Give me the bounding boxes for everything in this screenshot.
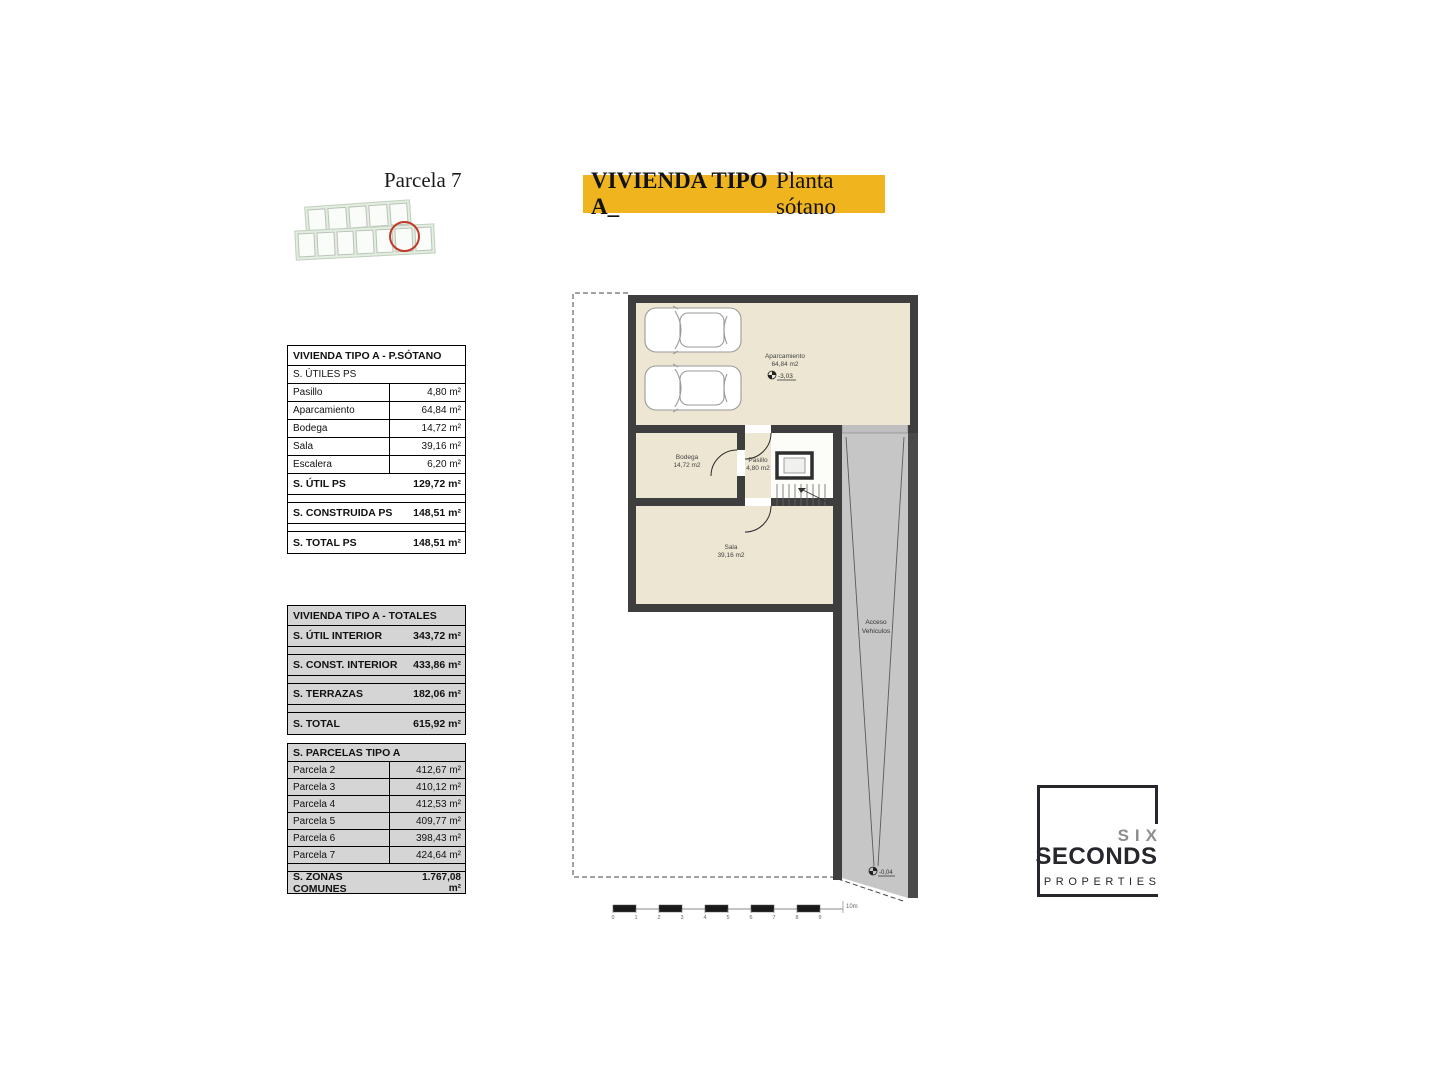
- elevator-cab: [784, 458, 805, 473]
- wall-bodega-a: [737, 433, 745, 450]
- table-row: [288, 456, 465, 474]
- row-label: Parcela 7: [288, 847, 390, 863]
- table-row: [288, 402, 465, 420]
- table-title: VIVIENDA TIPO A - P.SÓTANO: [293, 349, 442, 362]
- table-sotano-header: [288, 346, 465, 366]
- row-label: Pasillo: [288, 384, 390, 401]
- level-ramp: -0,04: [879, 870, 893, 876]
- table-title: S. PARCELAS TIPO A: [293, 746, 401, 759]
- table-total-row: [288, 532, 465, 553]
- scale-tick: 7: [772, 915, 776, 921]
- row-value: 6,20 m²: [427, 459, 461, 470]
- scale-tick: 4: [703, 915, 707, 921]
- row-value: 14,72 m²: [421, 423, 461, 434]
- wall-mid-1b: [771, 425, 842, 433]
- label-sala-area: 39,16 m2: [717, 552, 745, 559]
- row-label: S. TERRAZAS: [293, 688, 364, 700]
- table-sotano: [287, 345, 466, 554]
- row-label: S. CONST. INTERIOR: [293, 659, 398, 671]
- scale-bar: [611, 901, 857, 921]
- table-title: VIVIENDA TIPO A - TOTALES: [293, 609, 437, 622]
- row-label: S. TOTAL: [293, 717, 340, 730]
- floor-plan: [560, 270, 960, 930]
- table-parcelas-header: [288, 744, 465, 762]
- site-plot: [336, 231, 355, 256]
- label-aparcamiento-area: 64,84 m2: [771, 361, 799, 368]
- row-value: 410,12 m²: [415, 781, 461, 793]
- wall-bodega-b: [737, 476, 745, 506]
- banner-title-bold: VIVIENDA TIPO A_: [591, 168, 768, 219]
- wall-mid-1: [636, 425, 745, 433]
- row-value: 615,92 m²: [413, 717, 461, 730]
- table-row: [288, 684, 465, 705]
- table-parcelas: [287, 743, 466, 894]
- table-row: [288, 796, 465, 813]
- label-acceso: Acceso: [865, 619, 887, 626]
- row-value: 433,86 m²: [413, 659, 461, 671]
- table-row: [288, 655, 465, 676]
- row-value: 398,43 m²: [415, 832, 461, 844]
- row-value: 343,72 m²: [413, 630, 461, 642]
- wall-mid-2: [636, 498, 745, 506]
- label-aparcamiento: Aparcamiento: [764, 353, 806, 360]
- row-label: S. TOTAL PS: [293, 536, 357, 549]
- label-sala: Sala: [724, 544, 738, 551]
- row-label: Parcela 5: [288, 813, 390, 829]
- table-spacer: [288, 524, 465, 532]
- logo-properties-text: PROPERTIES: [1043, 876, 1161, 888]
- row-label: S. CONSTRUIDA PS: [293, 507, 393, 519]
- row-label: Escalera: [288, 456, 390, 473]
- table-spacer: [288, 705, 465, 713]
- row-value: 424,64 m²: [415, 849, 461, 861]
- row-label: S. ÚTIL INTERIOR: [293, 630, 383, 642]
- site-plot: [297, 233, 316, 258]
- page-title-banner: [583, 168, 885, 219]
- logo-six-text: SIX: [1117, 826, 1163, 845]
- scale-tick: 0: [611, 915, 615, 921]
- label-bodega: Bodega: [675, 454, 699, 461]
- label-vehiculos: Vehículos: [861, 628, 891, 635]
- ramp-right-wall: [908, 433, 918, 898]
- row-value: 64,84 m²: [421, 405, 461, 416]
- scale-tick: 5: [726, 915, 730, 921]
- wall-mid-2b: [771, 498, 842, 506]
- parcel-title: Parcela 7: [384, 168, 462, 192]
- label-pasillo-area: 4,80 m2: [746, 465, 770, 472]
- site-plot: [317, 232, 336, 257]
- row-label: Bodega: [288, 420, 390, 437]
- site-plot: [307, 208, 327, 231]
- row-label: Aparcamiento: [288, 402, 390, 419]
- row-label: Parcela 4: [288, 796, 390, 812]
- table-totales: [287, 605, 466, 735]
- level-garage: -3,03: [778, 373, 793, 380]
- scale-end-label: 10m: [846, 904, 858, 910]
- banner-title-regular: Planta sótano: [775, 168, 837, 219]
- row-label: S. ÚTIL PS: [293, 478, 346, 490]
- scale-tick: 8: [795, 915, 799, 921]
- table-sotano-subtitle: [288, 366, 465, 384]
- row-value: 409,77 m²: [415, 815, 461, 827]
- site-plot: [368, 204, 388, 227]
- table-totales-header: [288, 606, 465, 626]
- table-spacer: [288, 495, 465, 503]
- car-icon: [645, 364, 741, 412]
- table-subtitle: S. ÚTILES PS: [293, 369, 357, 380]
- wall-top: [628, 295, 918, 303]
- site-plot: [348, 205, 368, 228]
- table-row: [288, 830, 465, 847]
- site-plot: [328, 207, 348, 230]
- selected-parcel-marker: [389, 221, 420, 252]
- scale-tick: 9: [818, 915, 822, 921]
- row-value: 412,53 m²: [415, 798, 461, 810]
- table-row: [288, 762, 465, 779]
- row-value: 129,72 m²: [413, 478, 461, 490]
- row-value: 412,67 m²: [415, 764, 461, 776]
- table-row: [288, 384, 465, 402]
- table-row: [288, 626, 465, 647]
- table-total-row: [288, 872, 465, 893]
- table-total-row: [288, 474, 465, 495]
- scale-tick: 1: [634, 915, 638, 921]
- row-label: Sala: [288, 438, 390, 455]
- scale-tick: 3: [680, 915, 684, 921]
- site-plan-thumbnail: [293, 197, 443, 267]
- row-value: 182,06 m²: [413, 688, 461, 700]
- row-value: 1.767,08 m²: [422, 871, 461, 894]
- row-value: 39,16 m²: [421, 441, 461, 452]
- row-value: 4,80 m²: [427, 387, 461, 398]
- logo-seconds-text: SECONDS: [1035, 843, 1158, 870]
- scale-tick: 6: [749, 915, 753, 921]
- row-label: Parcela 2: [288, 762, 390, 778]
- row-label: Parcela 6: [288, 830, 390, 846]
- row-value: 148,51 m²: [413, 507, 461, 519]
- wall-bottom: [628, 604, 842, 612]
- table-spacer: [288, 647, 465, 655]
- wall-left: [628, 295, 636, 612]
- row-value: 148,51 m²: [413, 536, 461, 549]
- table-row: [288, 438, 465, 456]
- table-row: [288, 713, 465, 734]
- car-icon: [645, 306, 741, 354]
- table-row: [288, 779, 465, 796]
- label-bodega-area: 14,72 m2: [673, 462, 701, 469]
- site-plot: [356, 230, 375, 255]
- row-label: S. ZONAS COMUNES: [293, 870, 347, 895]
- row-label: Parcela 3: [288, 779, 390, 795]
- table-row: [288, 847, 465, 864]
- company-logo: [1035, 785, 1163, 897]
- scale-tick: 2: [657, 915, 661, 921]
- vehicle-ramp: [842, 433, 908, 898]
- table-spacer: [288, 676, 465, 684]
- table-row: [288, 420, 465, 438]
- table-row: [288, 813, 465, 830]
- table-total-row: [288, 503, 465, 524]
- wall-right-upper: [910, 295, 918, 435]
- label-pasillo: Pasillo: [748, 457, 768, 464]
